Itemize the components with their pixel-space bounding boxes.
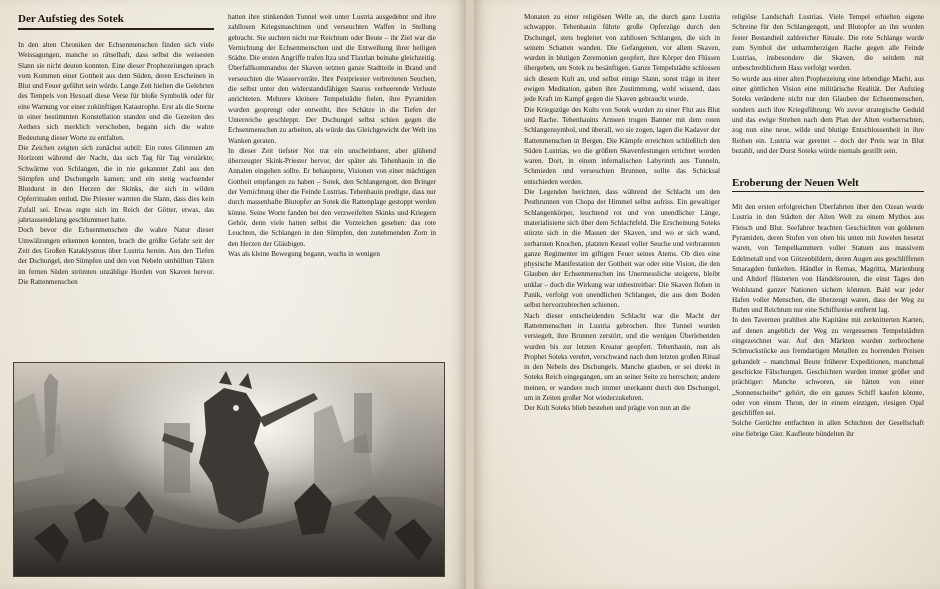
section-heading-sotek: Der Aufstieg des Sotek [18,13,124,25]
paragraph: Die Kriegszüge des Kults von Sotek wurden zu einer Flut aus Blut und Rache. Tehenhauins Armeen trugen Banner mit dem roten Schlangensymbol, und überall, wo sie zogen, lagen die Kadaver der Rattenmenschen in Bergen. Die Kämpfe erreichten schließlich den Süden Lustrias, wo die größten Skavenfestungen errichtet worden waren. Dort, in einem infernalischen Labyrinth aus Tunneln, Schmieden und verseuchten Brunnen, sollte das Schicksal entschieden werden. [524,105,720,186]
paragraph: religiöse Landschaft Lustrias. Viele Tempel erhielten eigene Schreine für den Schlangengott, und Blutopfer an ihn wurden fester Bestandteil zahlreicher Rituale. Die rote Schlange wurde zum Symbol der unbarmherzigen Rache gegen alle Feinde Lustrias, insbesondere die Skaven, die seitdem mit unbeschreiblichem Hass verfolgt werden. [732,13,924,73]
right-page-column-2 [732,12,924,439]
left-page-column-2 [228,12,436,259]
right-page [474,0,940,589]
heading-rule [732,191,924,192]
paragraph: Was als kleine Bewegung begann, wuchs in wenigen [228,249,380,258]
right-page-column-1 [524,12,720,414]
paragraph: So wurde aus einer alten Prophezeiung eine lebendige Macht, aus einer göttlichen Vision eine militärische Realität. Der Aufstieg Soteks veränderte nicht nur den Glauben der Echsenmenschen, sondern auch ihre Kriegsführung: Wo zuvor strategische Geduld und das ewige Streben nach dem Plan der Alten vorherrschten, zog nun eine neue, wilde und blutige Entschlossenheit in ihre Reihen ein. Lustria war gerettet – doch der Preis war in Blut bezahlt, und der Durst Soteks würde niemals gestillt sein. [732,74,924,155]
paragraph: Doch bevor die Echsenmenschen die wahre Natur dieser Umwälzungen erkennen konnten, brach die größte Gefahr seit der Zeit des Großen Kataklysmus über Lustria herein. Aus den Tiefen der Dschungel, den Sümpfen und den von Nebeln umhüllten Tälern im fernen Süden strömten unzählige Horden von Skaven hervor. Die Rattenmenschen [18,226,214,286]
left-page-column-1 [18,12,214,287]
paragraph: In dieser Zeit tiefster Not trat ein unscheinbarer, aber glühend überzeugter Skink-Priester hervor, der später als Tehenhauin in die Annalen eingehen sollte. Er behauptete, Visionen von einer mächtigen Gottheit empfangen zu haben – Sotek, den Schlangengott, den Bringer der Vernichtung über die Feinde Lustrias. Tehenhauin predigte, dass nur durch massenhafte Blutopfer an Sotek die Rattenplage gestoppt werden könne. Seine Worte fanden bei den verzweifelten Skinks und Kriegern Gehör, denn viele hatten selbst die Vorzeichen gesehen: das rote Leuchten, die Schlangen in den Sümpfen, den zunehmenden Zorn in den Herzen der Gläubigen. [228,146,436,248]
paragraph: Die Legenden berichten, dass während der Schlacht um den Pesthrunnen von Chopa der Himmel selbst aufriss. Ein gewaltiger Schlangenkörper, leuchtend rot und von unendlicher Länge, materialisierte sich über dem Schlachtfeld. Die Erscheinung Soteks stürzte sich in die Massen der Skaven, und wo er sich wand, zerbarsten Knochen, platzten Kessel voller Seuche und verbrannten ganze Regimenter im giftigen Feuer seines Atems. Ob dies eine physische Manifestation der Gottheit war oder eine Vision, die den Glauben der Echsenmenschen ins Unermessliche steigerte, bleibt unklar – doch die Wirkung war unbestreitbar: Die Skaven flohen in Panik, verfolgt von unendlichen Schlangen, die aus dem Boden selbst hervorzubrechen schienen. [524,188,720,310]
section-heading-conquest: Eroberung der Neuen Welt [732,177,859,190]
lizardman-battle-illustration [14,363,444,576]
paragraph: Monaten zu einer religiösen Welle an, die durch ganz Lustria schwappte. Tehenhauin führte große Opferzüge durch den Dschungel, stets begleitet von zahllosen Schlangen, die sich in seinem Schatten wanden. Die Gefangenen, vor allem Skaven, wurden in blutigen Zeremonien geopfert, ihre Körper den Flüssen übergeben, um Sotek zu besänftigen. Ganze Tempelstädte schlossen sich diesem Kult an, und selbst einige Slann, sonst träge in ihrer ewigen Meditation, gaben ihre Zustimmung, wohl wissend, dass jede Kraft im Kampf gegen die Skaven gebraucht wurde. [524,13,720,104]
book-gutter [466,0,474,589]
paragraph: Mit den ersten erfolgreichen Überfahrten über den Ozean wurde Lustria in den Städten der Alten Welt zu einem Mythos aus Fleisch und Blut. Seefahrer brachten Geschichten von goldenen Pyramiden, deren Stufen von oben bis unten mit Juwelen besetzt waren, von Tempelkammern voller Statuen aus massivem Edelmetall und von Götzenbildern, deren Augen aus geschliffenen Smaragden funkelten. Händler in Remas, Magritta, Marienburg und Altdorf flüsterten von Handelsrouten, die einst Tages den Wohlstand ganzer Nationen sichern könnten. Bald war jeder Hafen voller Menschen, die überzeugt waren, dass der Weg zu Ruhm und Reichtum nur eine Schiffsreise entfernt lag. [732,203,924,315]
paragraph: hatten ihre stinkenden Tunnel weit unter Lustria ausgedehnt und ihre zahllosen Kriegsmaschinen und verseuchten Waffen in Stellung gebracht. Sie suchten nicht nur Reichtum oder Beute – ihr Ziel war die Vernichtung der Echsenmenschen und die Entweihung ihrer heiligen Städte. Die ersten Angriffe trafen Itza und Tlaxtlan beinahe gleichzeitig. Überfallkommandos der Skaven setzten ganze Stadtteile in Brand und verseuchten die Wasservorräte. Ihre Pestpriester verbreiteten Seuchen, die selbst unter den widerstandsfähigen Saurus verheerende Verluste anrichteten. Mehrere kleinere Tempelstädte fielen, ihre Pyramiden wurden gesprengt oder entweiht, ihre Schätze in die Tiefen der Unterreiche geschleppt. Der Dschungel selbst schien gegen die Echsenmenschen zu arbeiten, als würde das Gleichgewicht der Welt ins Wanken geraten. [228,13,436,145]
heading-rule [18,28,214,30]
illustration-graphic [14,363,444,576]
paragraph: Solche Gerüchte entfachten in allen Schichten der Gesellschaft eine fiebrige Gier. Kaufleute bündelten ihr [732,419,924,438]
paragraph: In den Tavernen prahlten alte Kapitäne mit zerknitterten Karten, auf denen angeblich der Weg zu vergessenen Tempelstädten eingezeichnet war. Auf den Märkten wurden zerbrochene Schmuckstücke aus fremdartigen Metallen zu horrenden Preisen gehandelt – manchmal Beute früherer Expeditionen, manchmal geschickte Fälschungen. Geschichten wurden immer größer und prächtiger: Manche schworen, sie hätten von einer „Sonnenscheibe“ gehört, die ein ganzes Schiff kaufen könnte, oder von einem Thron, der in einem einzigen, riesigen Opal geschliffen sei. [732,316,924,418]
paragraph: Die Zeichen zeigten sich zunächst subtil: Ein rotes Glimmen am Horizont während der Nacht, das sich Tag für Tag verstärkte; Schwärme von Schlangen, die in nie gekannter Zahl aus den Sümpfen und Dschungeln kamen; und ein stetig wachsender Blutdurst in den Herzen der Skinks, der sich in wilden Opferritualen entlud. Die Priester warnten die Slann, dass dies kein Zufall sei. Etwas regte sich im Reich der Götter, etwas, das jahrtausendelang geschlummert hatte. [18,143,214,225]
paragraph: In den alten Chroniken der Echsenmenschen finden sich viele Weissagungen, manche so rätselhaft, dass selbst die weisesten Slann sie nicht deuten konnten. Eine dieser Prophezeiungen sprach vom Kommen einer Gottheit aus dem Süden, deren Erscheinen in Blut und Feuer geführt sein würde. Lange Zeit hielten die Gelehrten des Tempels von Hexoatl diese Verse für bloße Symbolik oder für eine Warnung vor einer zukünftigen Katastrophe. Erst als die Sterne in einer bestimmten Konstellation standen und die Gezeiten des Aethers sich merklich verschoben, begann sich die wahre Bedeutung dieser Worte zu entfalten. [18,41,214,142]
left-page [0,0,466,589]
paragraph: Nach dieser entscheidenden Schlacht war die Macht der Rattenmenschen in Lustria gebrochen. Ihre Tunnel wurden versiegelt, ihre Brunnen zerstört, und die wenigen Überlebenden wurden bis zur letzten Kreatur geopfert. Tehenhauin, nun als Prophet Soteks verehrt, verschwand nach dem letzten großen Ritual in den Nebeln des Dschungels. Manche glauben, er sei direkt in Soteks Reich eingegangen, um an seiner Seite zu herrschen; andere meinen, er wandere noch immer unerkannt durch den Dschungel, um in Zeiten großer Not wiederzukehren. [524,311,720,402]
paragraph: Der Kult Soteks blieb bestehen und prägte von nun an die [524,404,691,413]
